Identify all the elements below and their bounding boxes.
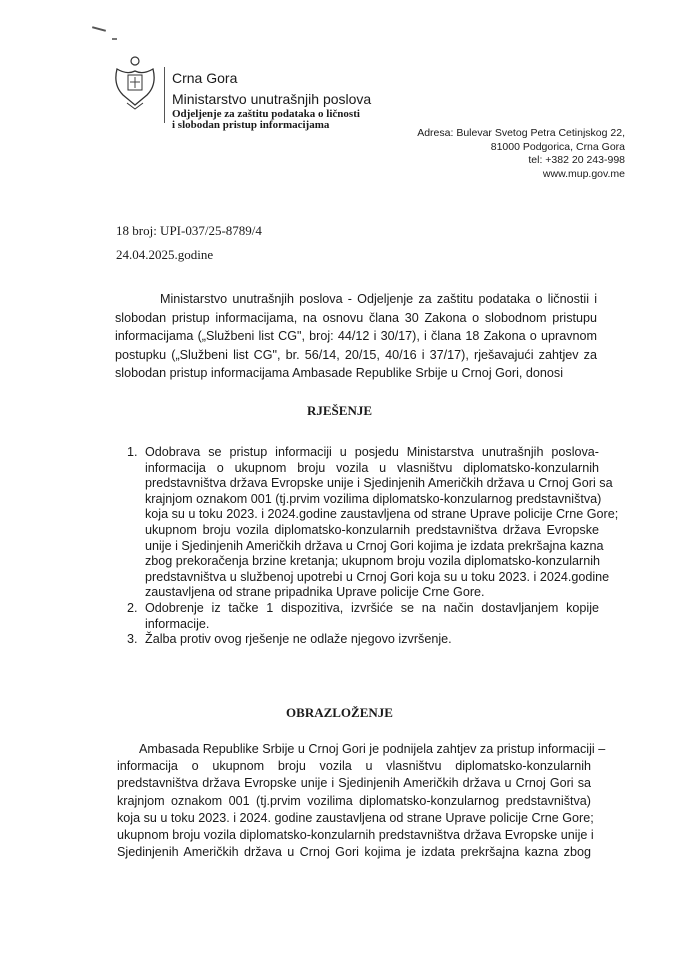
ministry-name: Ministarstvo unutrašnjih poslova <box>172 91 372 107</box>
intro-line: slobodan pristup informacijama Ambasade Republike Srbije u Crnoj Gori, donosi <box>115 366 564 380</box>
reference-number: 18 broj: UPI-037/25-8789/4 <box>116 223 262 238</box>
reference-date: 24.04.2025.godine <box>116 247 214 262</box>
item-line: informacija o ukupnom broju vozila u vlasništvu diplomatsko-konzularnih <box>145 460 599 475</box>
address-line: 81000 Podgorica, Crna Gora <box>490 140 625 153</box>
item-line: Žalba protiv ovog rješenje ne odlaže njegovo izvršenje. <box>145 632 452 647</box>
coat-of-arms-logo <box>113 55 157 110</box>
decision-heading: RJEŠENJE <box>306 403 373 418</box>
item-number: 3. <box>127 632 138 647</box>
intro-line: informacijama („Službeni list CG", broj: 44/12 i 30/17), i člana 18 Zakona o upravnom <box>115 329 597 343</box>
decision-item <box>127 601 599 632</box>
item-number: 1. <box>127 445 138 459</box>
letterhead-divider <box>164 67 165 123</box>
reasoning-line: koja su u toku 2023. i 2024. godine zaustavljena od strane Uprave policije Crne Gore; <box>117 810 594 825</box>
decision-item <box>127 445 619 601</box>
reasoning-heading: OBRAZLOŽENJE <box>286 705 393 720</box>
item-number: 2. <box>127 600 138 615</box>
item-line: Odobrava se pristup informaciji u posjedu Ministarstva unutrašnjih poslova- <box>145 445 599 459</box>
reasoning-line: Ambasada Republike Srbije u Crnoj Gori je podnijela zahtjev za pristup informaciji – <box>139 742 606 756</box>
decision-list <box>127 445 619 648</box>
intro-paragraph <box>115 290 597 383</box>
reasoning-line: ukupnom broju vozila diplomatsko-konzularnih predstavništva država Evropske unije i <box>117 828 594 843</box>
item-line: predstavništva u službenoj upotrebi u Crnoj Gori koja su u toku 2023. i 2024.godine <box>145 569 610 584</box>
department-line: Odjeljenje za zaštitu podataka o ličnosti <box>172 108 360 120</box>
item-line: koja su u toku 2023. i 2024.godine zaustavljena od strane Uprave policije Crne Gore; <box>145 507 619 522</box>
item-line: ukupnom broju vozila diplomatsko-konzularnih predstavništva država Evropske <box>145 522 599 537</box>
reasoning-paragraph <box>117 741 606 861</box>
item-line: unije i Sjedinjenih Američkih država u Crnoj Gori kojima je izdata prekršajna kazna <box>145 538 604 553</box>
scan-mark <box>92 26 106 32</box>
decision-item <box>127 632 599 648</box>
reasoning-line: krajnjom oznakom 001 (tj.prvim vozilima diplomatsko-konzularnog predstavništva) <box>117 793 591 808</box>
item-line: krajnjom oznakom 001 (tj.prvim vozilima diplomatsko-konzularnog predstavništva) <box>145 491 602 506</box>
phone: tel: +382 20 243-998 <box>528 154 625 166</box>
item-line: predstavništva država Evropske unije i Sjedinjenih Američkih država u Crnoj Gori sa <box>145 476 613 491</box>
address-line: Adresa: Bulevar Svetog Petra Cetinjskog 22, <box>417 127 625 139</box>
item-line: Odobrenje iz tačke 1 dispozitiva, izvršiće se na način dostavljanjem kopije <box>145 600 599 615</box>
intro-line: postupku („Službeni list CG", br. 56/14, 20/15, 40/16 i 37/17), rješavajući zahtjev za <box>115 347 597 362</box>
reasoning-line: predstavništva država Evropske unije i Sjedinjenih Američkih država u Crnoj Gori sa <box>117 776 591 791</box>
intro-line: slobodan pristup informacijama, na osnovu člana 30 Zakona o slobodnom pristupu <box>115 310 597 325</box>
scan-mark <box>112 38 117 40</box>
address-block <box>417 127 625 181</box>
country-name: Crna Gora <box>172 70 238 86</box>
item-line: informacije. <box>145 616 210 631</box>
website-link[interactable]: www.mup.gov.me <box>542 167 625 180</box>
reasoning-line: Sjedinjenih Američkih država u Crnoj Gori kojima je izdata prekršajna kazna zbog <box>117 845 591 860</box>
reasoning-line: informacija o ukupnom broju vozila u vlasništvu diplomatsko-konzularnih <box>117 759 591 774</box>
department-line: i slobodan pristup informacijama <box>172 119 330 131</box>
item-line: zaustavljena od strane pripadnika Uprave policije Crne Gore. <box>145 585 485 600</box>
item-line: zbog prekoračenja brzine kretanja; ukupnom broju vozila diplomatsko-konzularnih <box>145 554 601 569</box>
intro-line: Ministarstvo unutrašnjih poslova - Odjeljenje za zaštitu podataka o ličnostii i <box>160 292 597 306</box>
